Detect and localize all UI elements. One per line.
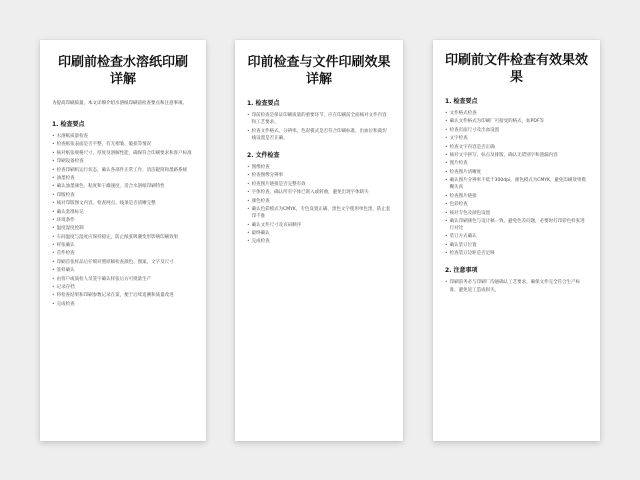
list-item — [247, 222, 391, 229]
list-item — [445, 250, 588, 257]
list-item-text: 检查文字内容是否正确 — [449, 144, 495, 150]
list-item — [52, 133, 194, 140]
bullet-icon: • — [445, 210, 448, 216]
list-item-text: 颜色检查 — [251, 198, 270, 204]
bullet-icon: • — [52, 134, 55, 139]
section — [445, 267, 588, 293]
list-item — [445, 201, 588, 208]
bullet-icon: • — [445, 202, 448, 208]
list-item — [445, 218, 588, 232]
list-item — [445, 110, 588, 117]
list-item-text: 检查图片链接 — [449, 193, 477, 199]
list-item-text: 车间温度与湿度应保持稳定，防止纸张吸潮变形影响印刷效果 — [56, 234, 179, 240]
list-item-text: 核对文字拼写、标点及排版，确认无错别字和遗漏内容 — [449, 152, 558, 158]
list-item-text: 检查文件格式、分辨率、色彩模式是否符合印刷标准，出血位和裁切线设置是否正确。 — [251, 128, 387, 141]
bullet-icon: • — [445, 251, 448, 257]
document-page-2 — [235, 40, 403, 441]
list-item — [445, 177, 588, 191]
list-item-text: 最终确认 — [251, 230, 270, 236]
list-item — [247, 198, 391, 205]
list-item — [52, 242, 194, 249]
list-item-text: 完成检查 — [251, 239, 270, 245]
list-item-text: 文件格式检查 — [449, 111, 477, 116]
list-item — [52, 183, 194, 190]
bullet-icon: • — [247, 173, 250, 179]
list-item-text: 样张确认 — [56, 243, 75, 249]
list-item — [52, 284, 194, 291]
list-item — [247, 189, 391, 196]
list-item — [52, 200, 194, 207]
list-item-text: 核对专色及颜色设置 — [449, 210, 491, 216]
bullet-icon: • — [445, 111, 448, 116]
section-list — [247, 100, 391, 246]
bullet-icon: • — [52, 201, 55, 207]
section-heading: 2. 注意事项 — [445, 267, 478, 275]
document-page-1 — [40, 40, 206, 441]
list-item — [445, 118, 588, 125]
bullet-icon: • — [52, 159, 55, 165]
list-item-text: 确认文件尺寸及页码顺序 — [251, 222, 302, 228]
list-item — [52, 267, 194, 274]
page-title: 印刷前检查水溶纸印刷详解 — [57, 55, 188, 87]
list-item — [52, 167, 194, 174]
list-item-text: 核对纸张规格尺寸、厚度及溶解性能，确保符合印刷要求和客户标准 — [56, 150, 192, 156]
list-item — [445, 135, 588, 142]
bullet-icon: • — [52, 192, 55, 198]
list-item — [247, 172, 391, 179]
section — [445, 98, 588, 257]
list-item-text: 由客户或质检人员签字确认样张后方可批量生产 — [56, 276, 152, 282]
list-item-text: 确认文件格式为印刷厂可接受的格式，如PDF等 — [449, 119, 544, 125]
list-item — [52, 175, 194, 182]
list-item — [52, 301, 194, 308]
list-item — [52, 209, 194, 216]
list-item — [52, 141, 194, 148]
list-item — [445, 152, 588, 159]
list-item — [52, 259, 194, 266]
bullet-icon: • — [52, 251, 55, 257]
list-item-text: 确认装订位置 — [449, 242, 477, 248]
list-item — [445, 279, 588, 293]
bullet-icon: • — [247, 128, 250, 134]
list-item-text: 印刷设备检查 — [56, 159, 84, 165]
document-page-3 — [433, 40, 600, 441]
list-item-text: 水溶纸质量检查 — [56, 134, 89, 139]
bullet-icon: • — [52, 167, 55, 173]
list-item — [247, 230, 391, 237]
bullet-icon: • — [247, 198, 250, 204]
bullet-icon: • — [247, 230, 250, 236]
list-item — [445, 210, 588, 217]
bullet-icon: • — [247, 206, 250, 212]
list-item-text: 印版检查 — [56, 192, 75, 198]
bullet-icon: • — [52, 301, 55, 307]
bullet-icon: • — [52, 243, 55, 249]
list-item-text: 确认印刷颜色与设计稿一致，避免色差问题，必要时打印彩色样张进行对比 — [449, 218, 585, 232]
bullet-icon: • — [52, 285, 55, 291]
list-item — [52, 225, 194, 232]
bullet-icon: • — [445, 234, 448, 240]
list-item-text: 图像检查 — [251, 165, 270, 170]
page-intro: 为提高印刷质量，本文详细介绍水溶纸印刷前检查要点和注意事项。 — [52, 101, 187, 106]
list-item — [445, 160, 588, 167]
list-item — [52, 250, 194, 257]
list-item-text: 完成检查 — [56, 301, 75, 307]
list-item-text: 确认油墨颜色、粘度和干燥速度，适合水溶纸印刷特性 — [56, 184, 165, 190]
list-item-text: 温度湿度控制 — [56, 226, 84, 232]
bullet-icon: • — [445, 280, 448, 286]
section — [247, 152, 391, 246]
bullet-icon: • — [52, 226, 55, 232]
list-item-text: 文字检查 — [449, 136, 468, 142]
bullet-icon: • — [247, 239, 250, 245]
bullet-icon: • — [52, 268, 55, 274]
bullet-icon: • — [52, 217, 55, 223]
section — [52, 121, 194, 308]
section-heading: 2. 文件检查 — [247, 152, 280, 159]
list-item — [247, 181, 391, 188]
list-item — [52, 276, 194, 283]
list-item — [247, 206, 391, 220]
bullet-icon: • — [52, 234, 55, 240]
section-list — [445, 98, 588, 294]
bullet-icon: • — [445, 119, 448, 125]
bullet-icon: • — [445, 178, 448, 184]
list-item-text: 将检查结果和印刷参数记录在案，便于后续追溯和质量改进 — [56, 293, 174, 299]
bullet-icon: • — [445, 193, 448, 199]
list-item-text: 图片检查 — [449, 161, 468, 167]
list-item — [247, 128, 391, 142]
page-title: 印刷前文件检查有效果效果 — [445, 53, 589, 85]
list-item-text: 检查装订边距是否足够 — [449, 251, 495, 257]
list-item-text: 记录存档 — [56, 285, 75, 291]
bullet-icon: • — [52, 150, 55, 156]
list-item — [445, 193, 588, 200]
list-item-text: 油墨检查 — [56, 175, 75, 181]
list-item-text: 检查图片清晰度 — [449, 169, 482, 175]
list-item-text: 确认图片分辨率不低于300dpi，颜色模式为CMYK，避免印刷效果模糊失真 — [449, 178, 586, 191]
list-item — [445, 242, 588, 249]
list-item — [445, 169, 588, 176]
section-heading: 1. 检查要点 — [445, 98, 478, 105]
section-list — [52, 121, 194, 308]
bullet-icon: • — [445, 144, 448, 150]
bullet-icon: • — [445, 136, 448, 142]
bullet-icon: • — [52, 184, 55, 190]
bullet-icon: • — [445, 218, 448, 224]
list-item-text: 印前检查是保证印刷质量的重要环节，应在印刷前全面核对文件内容和工艺要求。 — [251, 113, 387, 126]
list-item-text: 检查页面尺寸及出血设置 — [449, 127, 500, 133]
list-item — [247, 238, 391, 245]
bullet-icon: • — [52, 293, 55, 299]
bullet-icon: • — [445, 127, 448, 133]
list-item-text: 检查图片链接是否完整有效 — [251, 181, 306, 187]
section-heading: 1. 检查要点 — [52, 121, 85, 128]
list-item-text: 确认套准标记 — [56, 209, 84, 215]
list-item-text: 色彩检查 — [449, 202, 468, 208]
list-item — [445, 233, 588, 240]
section-heading: 1. 检查要点 — [247, 100, 280, 107]
list-item — [445, 127, 588, 134]
bullet-icon: • — [445, 169, 448, 175]
list-item-text: 环境条件 — [56, 217, 75, 223]
list-item — [247, 164, 391, 171]
bullet-icon: • — [52, 259, 55, 265]
bullet-icon: • — [247, 165, 250, 170]
bullet-icon: • — [247, 222, 250, 228]
list-item — [52, 158, 194, 165]
page-title: 印前检查与文件印刷效果详解 — [247, 55, 391, 87]
bullet-icon: • — [445, 152, 448, 158]
list-item — [445, 144, 588, 151]
bullet-icon: • — [247, 190, 250, 196]
list-item — [52, 234, 194, 241]
bullet-icon: • — [247, 181, 250, 187]
bullet-icon: • — [52, 209, 55, 215]
bullet-icon: • — [445, 242, 448, 248]
list-item-text: 确认色彩模式为CMYK，专色设置正确，黑色文字使用单色黑，防止套印不准 — [251, 206, 391, 220]
bullet-icon: • — [247, 113, 250, 118]
list-item — [52, 217, 194, 224]
list-item — [52, 192, 194, 199]
list-item-text: 检查印刷机运行状态，确认各部件正常工作，清洁辊筒和墨路系统 — [56, 167, 188, 173]
list-item-text: 印刷首张样品后仔细对照原稿检查颜色、图案、文字及尺寸 — [56, 259, 174, 265]
bullet-icon: • — [52, 175, 55, 181]
list-item-text: 检查纸张表面是否平整，有无褶皱、破损等情况 — [56, 142, 152, 148]
bullet-icon: • — [52, 276, 55, 282]
list-item-text: 核对印版图文内容，检查网点、线条是否清晰完整 — [56, 201, 156, 207]
list-item-text: 装订方式确认 — [449, 234, 477, 240]
bullet-icon: • — [445, 161, 448, 167]
list-item-text: 首件检查 — [56, 251, 75, 257]
list-item — [52, 292, 194, 299]
bullet-icon: • — [52, 142, 55, 148]
section — [247, 100, 391, 142]
list-item-text: 字体检查，确认所有字体已嵌入或转曲，避免出现字体缺失 — [251, 190, 369, 196]
list-item — [52, 150, 194, 157]
list-item-text: 印刷前务必与印刷厂沟通确认工艺要求，确保文件完全符合生产标准，避免返工造成损失。 — [449, 280, 581, 293]
list-item-text: 检查图像分辨率 — [251, 173, 284, 179]
list-item — [247, 112, 391, 126]
list-item-text: 签样确认 — [56, 268, 75, 274]
